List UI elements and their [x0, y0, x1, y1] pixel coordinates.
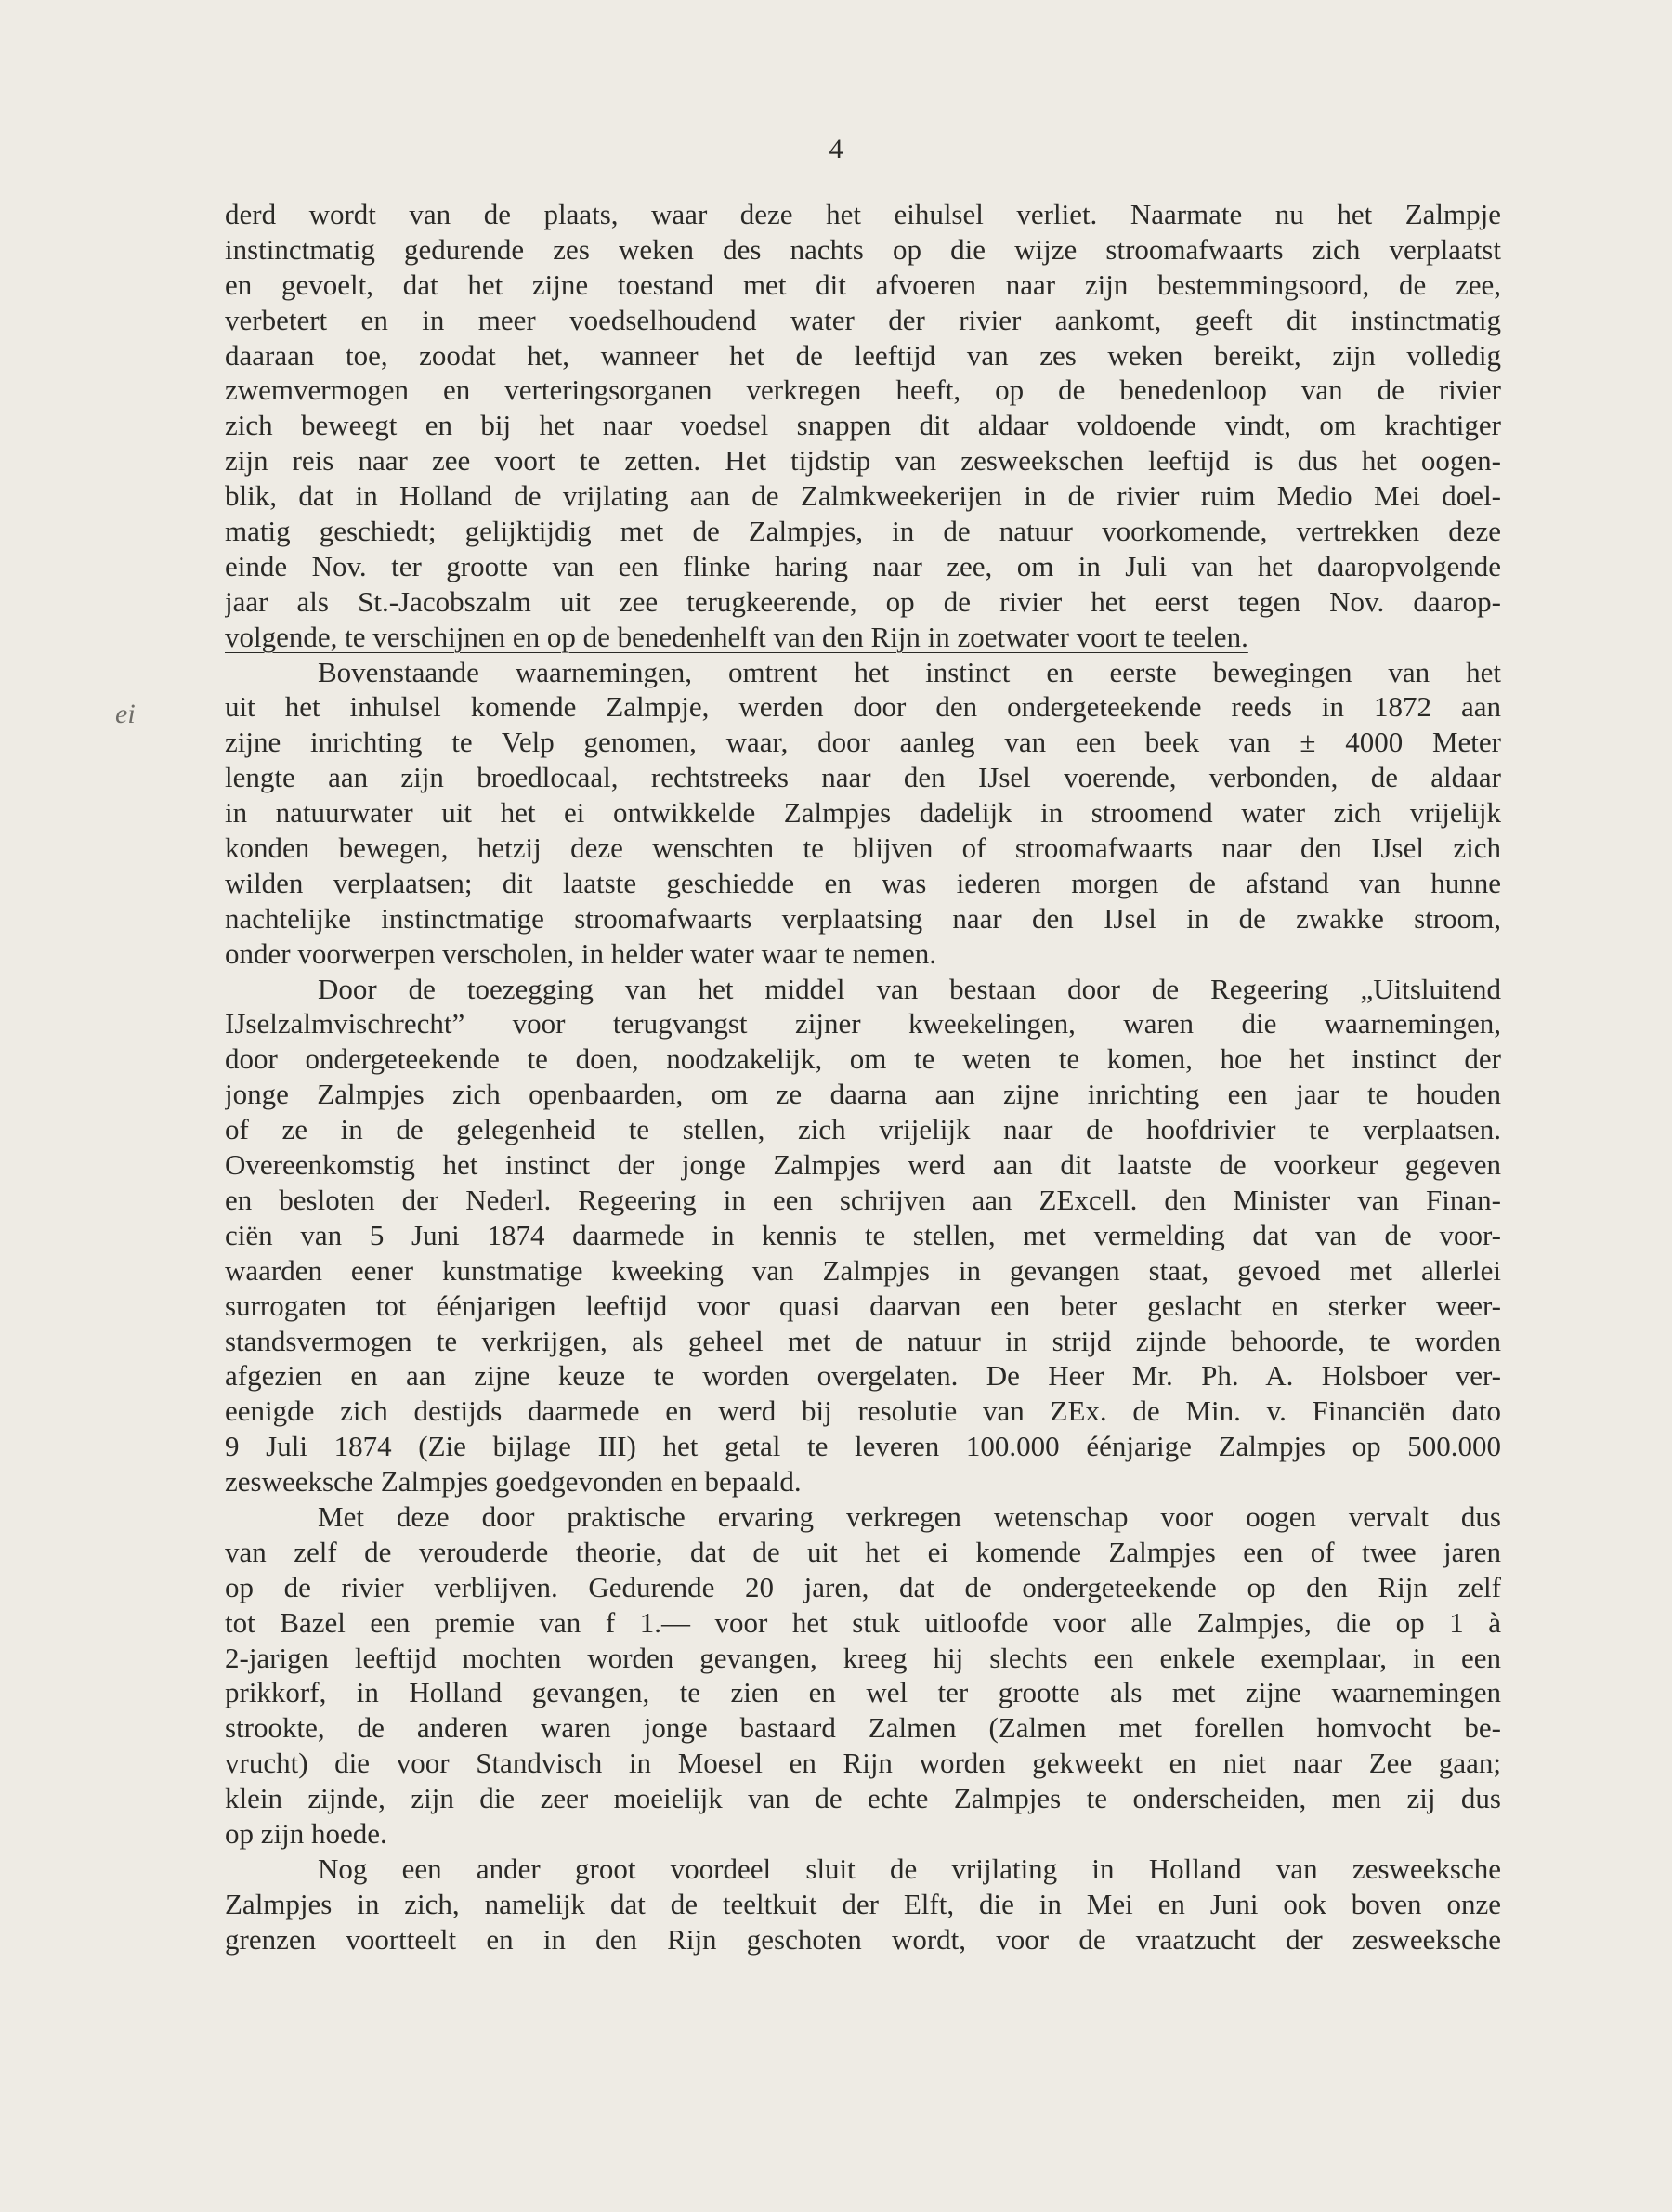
text-line: zijne inrichting te Velp genomen, waar, door aanleg van een beek van ± 4000 Meter	[225, 726, 1501, 759]
text-line: tot Bazel een premie van f 1.— voor het stuk uitloofde voor alle Zalmpjes, die op 1 à	[225, 1605, 1501, 1639]
text-line: Bovenstaande waarnemingen, omtrent het instinct en eerste bewegingen van het	[318, 655, 1501, 688]
text-line: lengte aan zijn broedlocaal, rechtstreeks naar den IJsel voerende, verbonden, de aldaar	[225, 761, 1501, 794]
text-line: Door de toezegging van het middel van bestaan door de Regeering „Uitsluitend	[318, 972, 1501, 1005]
paragraph	[225, 655, 1501, 972]
text-line: prikkorf, in Holland gevangen, te zien en wel ter grootte als met zijne waarnemingen	[225, 1676, 1501, 1709]
text-line: einde Nov. ter grootte van een flinke haring naar zee, om in Juli van het daaropvolgende	[225, 549, 1501, 582]
text-line: wilden verplaatsen; dit laatste geschiedde en was iederen morgen de afstand van hunne	[225, 866, 1501, 899]
text-line: vrucht) die voor Standvisch in Moesel en Rijn worden gekweekt en niet naar Zee gaan;	[225, 1747, 1501, 1780]
text-line: onder voorwerpen verscholen, in helder water waar te nemen.	[225, 936, 937, 970]
text-line: op zijn hoede.	[225, 1816, 387, 1850]
body-text	[225, 197, 1501, 1957]
text-line: standsvermogen te verkrijgen, als geheel met de natuur in strijd zijnde behoorde, te worden	[225, 1324, 1501, 1357]
text-line: klein zijnde, zijn die zeer moeielijk van de echte Zalmpjes te onderscheiden, men zij dus	[225, 1782, 1501, 1815]
text-line: ciën van 5 Juni 1874 daarmede in kennis te stellen, met vermelding dat van de voor-	[225, 1218, 1501, 1251]
text-line: verbetert en in meer voedselhoudend water der rivier aankomt, geeft dit instinctmatig	[225, 303, 1501, 336]
text-line: zijn reis naar zee voort te zetten. Het tijdstip van zesweekschen leeftijd is dus het oogen-	[225, 444, 1501, 478]
paragraph	[225, 1852, 1501, 1957]
text-line: eenigde zich destijds daarmede en werd bij resolutie van ZEx. de Min. v. Financiën dato	[225, 1394, 1501, 1428]
text-line: op de rivier verblijven. Gedurende 20 jaren, dat de ondergeteekende op den Rijn zelf	[225, 1570, 1501, 1603]
text-line: derd wordt van de plaats, waar deze het eihulsel verliet. Naarmate nu het Zalmpje	[225, 198, 1501, 230]
text-line: zich beweegt en bij het naar voedsel snappen dit aldaar voldoende vindt, om krachtiger	[225, 409, 1501, 442]
text-line: Overeenkomstig het instinct der jonge Zalmpjes werd aan dit laatste de voorkeur gegeven	[225, 1148, 1501, 1182]
text-line: Met deze door praktische ervaring verkregen wetenschap voor oogen vervalt dus	[318, 1499, 1501, 1533]
text-line: en besloten der Nederl. Regeering in een schrijven aan ZExcell. den Minister van Finan-	[225, 1183, 1501, 1216]
text-line: daaraan toe, zoodat het, wanneer het de leeftijd van zes weken bereikt, zijn volledig	[225, 338, 1501, 372]
paragraph	[225, 197, 1501, 655]
text-line: waarden eener kunstmatige kweeking van Zalmpjes in gevangen staat, gevoed met allerlei	[225, 1253, 1501, 1287]
page-number: 4	[829, 134, 843, 164]
text-line: en gevoelt, dat het zijne toestand met dit afvoeren naar zijn bestemmingsoord, de zee,	[225, 268, 1501, 301]
paragraph	[225, 1499, 1501, 1852]
text-line: blik, dat in Holland de vrijlating aan de Zalmkweekerijen in de rivier ruim Medio Mei doel-	[225, 479, 1501, 513]
text-line: jaar als St.-Jacobszalm uit zee terugkeerende, op de rivier het eerst tegen Nov. daarop-	[225, 584, 1501, 618]
text-line: instinctmatig gedurende zes weken des nachts op die wijze stroomafwaarts zich verplaatst	[225, 232, 1501, 266]
text-line: door ondergeteekende te doen, noodzakelijk, om te weten te komen, hoe het instinct der	[225, 1042, 1501, 1076]
text-line: zwemvermogen en verteringsorganen verkregen heeft, op de benedenloop van de rivier	[225, 373, 1501, 407]
text-line: jonge Zalmpjes zich openbaarden, om ze daarna aan zijne inrichting een jaar te houden	[225, 1078, 1501, 1111]
text-line: 2-jarigen leeftijd mochten worden gevangen, kreeg hij slechts een enkele exemplaar, in een	[225, 1641, 1501, 1674]
text-line: 9 Juli 1874 (Zie bijlage III) het getal te leveren 100.000 éénjarige Zalmpjes op 500.000	[225, 1430, 1501, 1463]
text-line: konden bewegen, hetzij deze wenschten te blijven of stroomafwaarts naar den IJsel zich	[225, 831, 1501, 865]
text-line: uit het inhulsel komende Zalmpje, werden door den ondergeteekende reeds in 1872 aan	[225, 690, 1501, 724]
text-line: Zalmpjes in zich, namelijk dat de teeltkuit der Elft, die in Mei en Juni ook boven onze	[225, 1887, 1501, 1920]
text-line: matig geschiedt; gelijktijdig met de Zalmpjes, in de natuur voorkomende, vertrekken deze	[225, 515, 1501, 548]
text-line: strookte, de anderen waren jonge bastaard Zalmen (Zalmen met forellen homvocht be-	[225, 1711, 1501, 1745]
text-line: afgezien en aan zijne keuze te worden overgelaten. De Heer Mr. Ph. A. Holsboer ver-	[225, 1359, 1501, 1393]
text-line: IJselzalmvischrecht” voor terugvangst zijner kweekelingen, waren die waarnemingen,	[225, 1007, 1501, 1041]
text-line: in natuurwater uit het ei ontwikkelde Zalmpjes dadelijk in stroomend water zich vrijelijk	[225, 796, 1501, 830]
text-line: volgende, te verschijnen en op de benedenhelft van den Rijn in zoetwater voort te teelen.	[225, 620, 1248, 653]
text-line: surrogaten tot éénjarigen leeftijd voor quasi daarvan een beter geslacht en sterker weer-	[225, 1289, 1501, 1322]
text-line: Nog een ander groot voordeel sluit de vrijlating in Holland van zesweeksche	[318, 1852, 1501, 1885]
text-line: nachtelijke instinctmatige stroomafwaarts verplaatsing naar den IJsel in de zwakke stroom,	[225, 901, 1501, 935]
paragraph	[225, 972, 1501, 1499]
text-line: van zelf de verouderde theorie, dat de uit het ei komende Zalmpjes een of twee jaren	[225, 1535, 1501, 1568]
text-line: of ze in de gelegenheid te stellen, zich vrijelijk naar de hoofdrivier te verplaatsen.	[225, 1113, 1501, 1146]
text-line: grenzen voortteelt en in den Rijn geschoten wordt, voor de vraatzucht der zesweeksche	[225, 1922, 1501, 1956]
text-line: zesweeksche Zalmpjes goedgevonden en bepaald.	[225, 1465, 802, 1499]
handwritten-margin-note: ei	[115, 699, 136, 729]
